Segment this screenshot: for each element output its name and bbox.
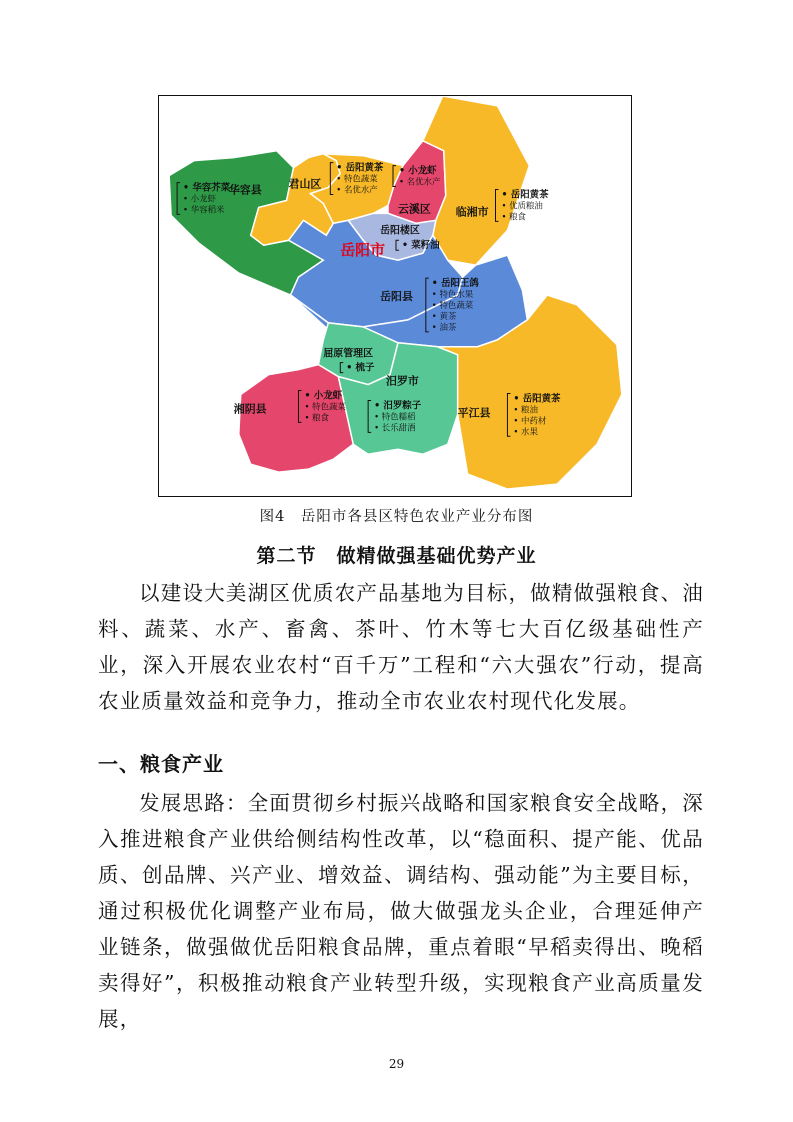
- figure-caption: 图4 岳阳市各县区特色农业产业分布图: [259, 509, 534, 525]
- map-region-label: 华容县: [228, 183, 262, 197]
- map-product-label: • 水果: [513, 426, 538, 437]
- page-number: 29: [388, 1057, 405, 1071]
- map-figure: [158, 95, 632, 497]
- yueyang-map: [159, 96, 631, 496]
- map-product-label: • 黄茶: [431, 310, 457, 321]
- intro-paragraph: 以建设大美湖区优质农产品基地为目标，做精做强粮食、油料、蔬菜、水产、畜禽、茶叶、竹木等七大百亿级基础性产业，深入开展农业农村“百千万”工程和“六大强农”行动，提高农业质量效益和竞争力，推动全市农业农村现代化发展。: [98, 581, 704, 713]
- map-region-label: 湘阴县: [233, 402, 267, 416]
- map-product-label: • 特色蔬菜: [431, 299, 474, 310]
- map-product-label: • 岳阳黄茶: [513, 393, 561, 405]
- map-product-label: • 粮食: [304, 412, 329, 423]
- map-product-label: • 特色蔬菜: [336, 173, 378, 184]
- map-product-label: • 华容芥菜: [183, 182, 231, 194]
- map-product-label: • 小龙虾: [183, 193, 217, 204]
- body-paragraph: 发展思路：全面贯彻乡村振兴战略和国家粮食安全战略，深入推进粮食产业供给侧结构性改革，以“稳面积、提产能、优品质、创品牌、兴产业、增效益、调结构、强动能”为主要目标，通过积极优化调整产业布局，做大做强龙头企业，合理延伸产业链条，做强做优岳阳粮食品牌，重点着眼“早稻卖得出、晚稻卖得好”，积极推动粮食产业转型升级，实现粮食产业高质量发展，: [98, 791, 704, 1031]
- map-product-label: • 长乐甜酒: [374, 422, 416, 433]
- map-product-label: • 岳阳黄茶: [336, 162, 384, 174]
- map-product-label: • 小龙虾: [398, 165, 437, 177]
- map-region-label: 岳阳县: [380, 289, 413, 303]
- map-product-label: • 岳阳王鸽: [431, 278, 479, 290]
- map-product-label: • 名优水产: [398, 176, 441, 187]
- map-product-label: • 岳阳黄茶: [501, 189, 549, 201]
- map-product-label: • 粮食: [501, 211, 527, 222]
- map-region-label: 平江县: [457, 406, 491, 420]
- map-region-label: 岳阳市: [340, 241, 385, 260]
- subsection-title: 一、粮食产业: [98, 752, 224, 776]
- map-product-label: • 特色水果: [431, 288, 474, 299]
- map-product-label: • 名优水产: [336, 184, 378, 195]
- map-product-label: • 梳子: [346, 362, 375, 374]
- map-product-label: • 优质粮油: [501, 200, 543, 211]
- region-xiangyin: [239, 365, 353, 472]
- map-product-label: • 特色蔬菜: [304, 401, 346, 412]
- map-product-label: • 汨罗粽子: [374, 400, 422, 412]
- map-region-label: 汨罗市: [386, 374, 419, 388]
- map-region-label: 屈原管理区: [323, 348, 374, 360]
- map-product-label: • 小龙虾: [304, 390, 343, 402]
- map-product-label: • 菜籽油: [401, 240, 440, 252]
- map-product-label: • 中药材: [513, 415, 547, 426]
- section-title: 第二节 做精做强基础优势产业: [256, 545, 537, 567]
- map-product-label: • 粮油: [513, 404, 538, 415]
- map-product-label: • 华容稻米: [183, 204, 225, 215]
- map-region-label: 云溪区: [397, 202, 431, 216]
- map-product-label: • 油茶: [431, 321, 457, 332]
- map-product-label: • 特色糯稻: [374, 411, 416, 422]
- map-region-label: 临湘市: [455, 205, 489, 219]
- map-region-label: 岳阳楼区: [380, 225, 420, 237]
- map-region-label: 君山区: [288, 177, 322, 191]
